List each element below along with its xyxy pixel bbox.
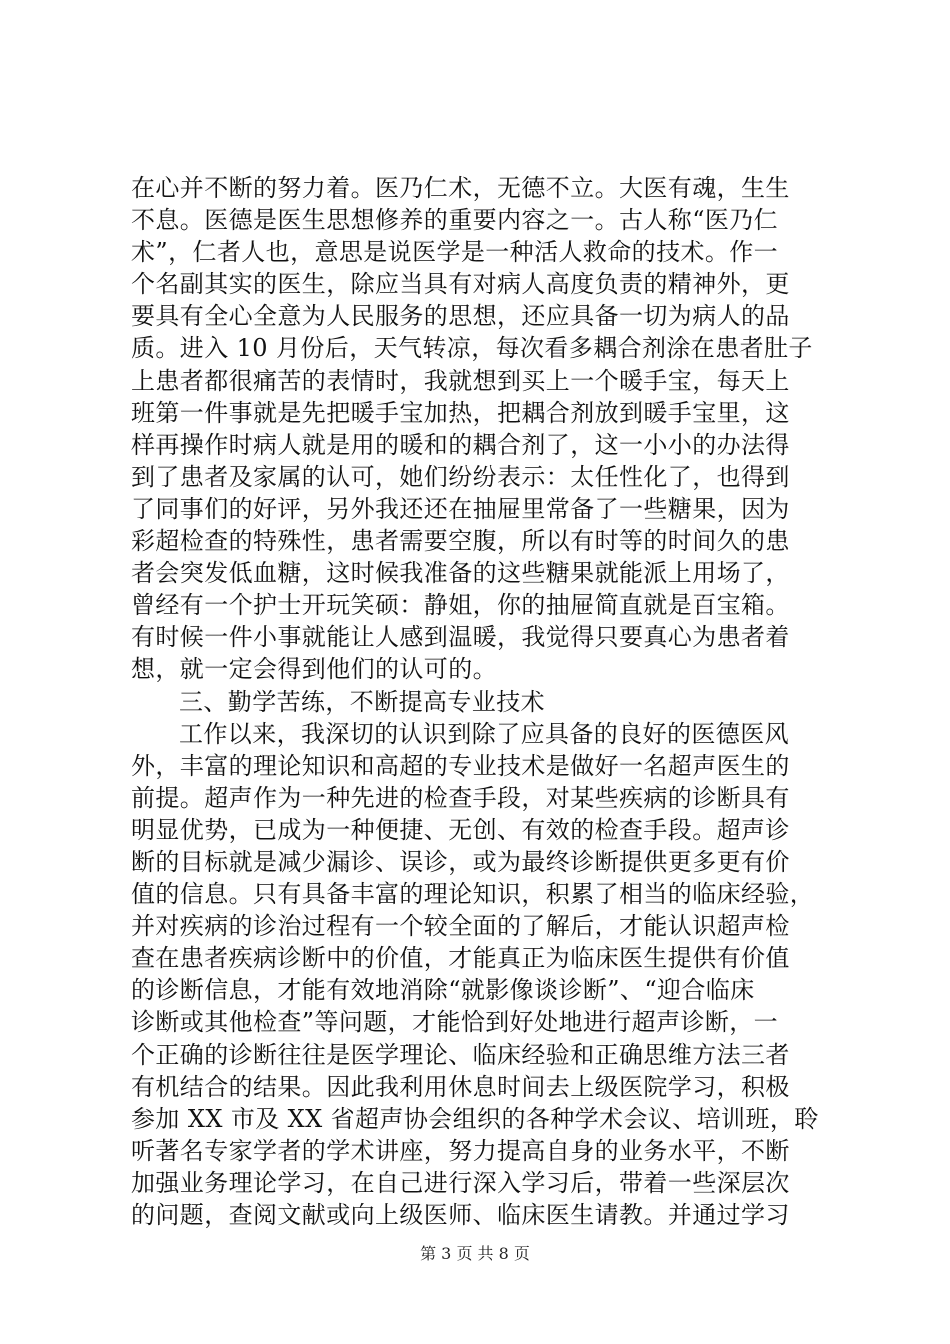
page-number: 第 3 页 共 8 页 bbox=[420, 1244, 530, 1263]
text-line: 诊断或其他检查”等问题，才能恰到好处地进行超声诊断，一 bbox=[131, 1008, 779, 1037]
text-line: 值的信息。只有具备丰富的理论知识，积累了相当的临床经验， bbox=[131, 880, 815, 909]
text-line: 想，就一定会得到他们的认可的。 bbox=[131, 655, 497, 684]
text-line: 个正确的诊断往往是医学理论、临床经验和正确思维方法三者 bbox=[131, 1040, 790, 1069]
text-line: 加强业务理论学习，在自己进行深入学习后，带着一些深层次 bbox=[131, 1168, 790, 1197]
text-line: 班第一件事就是先把暖手宝加热，把耦合剂放到暖手宝里，这 bbox=[131, 398, 790, 427]
text-line: 术”，仁者人也，意思是说医学是一种活人救命的技术。作一 bbox=[131, 238, 779, 267]
text-line: 明显优势，已成为一种便捷、无创、有效的检查手段。超声诊 bbox=[131, 815, 790, 844]
page-footer bbox=[0, 1244, 950, 1264]
text-line: 曾经有一个护士开玩笑硕：静姐，你的抽屉简直就是百宝箱。 bbox=[131, 591, 790, 620]
text-line: 不息。医德是医生思想修养的重要内容之一。古人称“医乃仁 bbox=[131, 206, 779, 235]
text-line: 到了患者及家属的认可，她们纷纷表示：太任性化了，也得到 bbox=[131, 462, 790, 491]
text-line: 前提。超声作为一种先进的检查手段，对某些疾病的诊断具有 bbox=[131, 783, 790, 812]
text-line: 听著名专家学者的学术讲座，努力提高自身的业务水平，不断 bbox=[131, 1136, 790, 1165]
text-line: 要具有全心全意为人民服务的思想，还应具备一切为病人的品 bbox=[131, 302, 790, 331]
text-line: 查在患者疾病诊断中的价值，才能真正为临床医生提供有价值 bbox=[131, 944, 790, 973]
text-line: 质。进入 10 月份后，天气转凉，每次看多耦合剂涂在患者肚子 bbox=[131, 334, 813, 363]
text-line: 参加 XX 市及 XX 省超声协会组织的各种学术会议、培训班，聆 bbox=[131, 1104, 819, 1133]
text-line: 者会突发低血糖，这时候我准备的这些糖果就能派上用场了， bbox=[131, 559, 790, 588]
text-line: 在心并不断的努力着。医乃仁术，无德不立。大医有魂，生生 bbox=[131, 174, 790, 202]
text-line: 断的目标就是减少漏诊、误诊，或为最终诊断提供更多更有价 bbox=[131, 847, 790, 876]
text-line: 个名副其实的医生，除应当具有对病人高度负责的精神外，更 bbox=[131, 270, 790, 299]
text-line: 有机结合的结果。因此我利用休息时间去上级医院学习，积极 bbox=[131, 1072, 790, 1101]
text-line: 的问题，查阅文献或向上级医师、临床医生请教。并通过学习 bbox=[131, 1201, 790, 1229]
text-line: 外，丰富的理论知识和高超的专业技术是做好一名超声医生的 bbox=[131, 751, 790, 780]
text-line: 彩超检查的特殊性，患者需要空腹，所以有时等的时间久的患 bbox=[131, 527, 790, 556]
paragraph-first-line: 工作以来，我深切的认识到除了应具备的良好的医德医风 bbox=[179, 719, 789, 748]
text-line: 样再操作时病人就是用的暖和的耦合剂了，这一小小的办法得 bbox=[131, 430, 790, 459]
text-line: 并对疾病的诊治过程有一个较全面的了解后，才能认识超声检 bbox=[131, 912, 790, 941]
text-line: 上患者都很痛苦的表情时，我就想到买上一个暖手宝，每天上 bbox=[131, 366, 790, 395]
text-line: 的诊断信息，才能有效地消除“就影像谈诊断”、“迎合临床 bbox=[131, 976, 755, 1005]
text-line: 有时候一件小事就能让人感到温暖，我觉得只要真心为患者着 bbox=[131, 623, 790, 652]
body-text bbox=[131, 172, 831, 1231]
text-line: 了同事们的好评，另外我还还在抽屉里常备了一些糖果，因为 bbox=[131, 494, 790, 523]
section-heading: 三、勤学苦练，不断提高专业技术 bbox=[179, 687, 545, 716]
